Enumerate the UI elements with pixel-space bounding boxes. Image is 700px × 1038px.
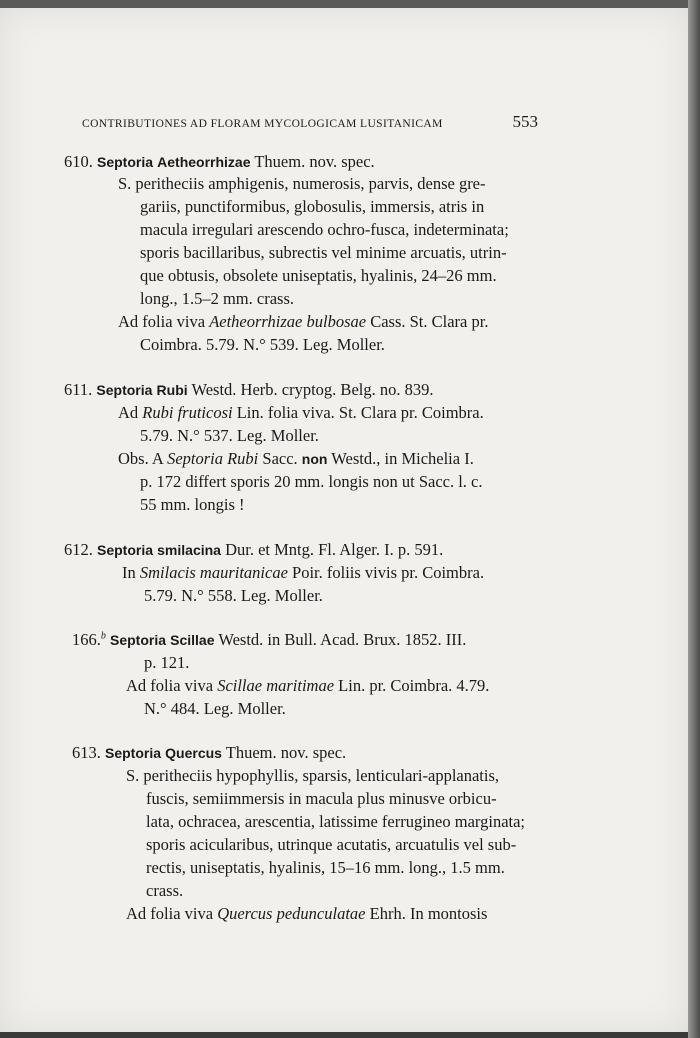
entry-heading [72, 743, 346, 763]
authority: Dur. et Mntg. Fl. Alger. I. p. 591. [225, 540, 444, 559]
entry-heading [64, 540, 443, 560]
habitat-line [118, 312, 488, 332]
habitat-line [126, 676, 489, 696]
host-name: Quercus pedunculatae [217, 904, 366, 923]
book-page [0, 8, 688, 1032]
habitat-text: Ehrh. In montosis [369, 904, 488, 923]
habitat-text: In [122, 563, 136, 582]
habitat-text: Lin. folia viva. St. Clara pr. Coimbra. [236, 403, 484, 422]
habitat-line: N.° 484. Leg. Moller. [144, 699, 286, 718]
description-line: que obtusis, obsolete uniseptatis, hyalinis, 24–26 mm. [140, 266, 497, 285]
running-title: CONTRIBUTIONES AD FLORAM MYCOLOGICAM LUSITANICAM [82, 118, 443, 130]
habitat-line [122, 563, 484, 583]
authority: Westd. in Bull. Acad. Brux. 1852. III. [218, 630, 467, 649]
description-line: sporis bacillaribus, subrectis vel minime arcuatis, utrin- [140, 243, 507, 262]
observation-line [118, 449, 474, 469]
book-spine-edge [688, 0, 700, 1038]
habitat-line: 5.79. N.° 537. Leg. Moller. [140, 426, 319, 445]
habitat-text: Ad folia viva [126, 904, 214, 923]
obs-text: Obs. A [118, 449, 163, 468]
taxon-name: Septoria Rubi [167, 449, 259, 468]
host-name: Smilacis mauritanicae [139, 563, 288, 582]
entry-number: 611. [64, 380, 93, 399]
genus-name: Septoria [105, 745, 162, 761]
description-line: S. peritheciis amphigenis, numerosis, parvis, dense gre- [118, 174, 486, 193]
description-line: sporis acicularibus, utrinque acutatis, arcuatulis vel sub- [146, 835, 517, 854]
entry-heading [64, 152, 375, 172]
description-line: gariis, punctiformibus, globosulis, immersis, atris in [140, 197, 485, 216]
species-name: Quercus [165, 745, 222, 761]
genus-name: Septoria [97, 542, 154, 558]
entry-number: 166. [72, 630, 101, 649]
species-name: Aetheorrhizae [157, 154, 251, 170]
species-name: Rubi [156, 382, 188, 398]
habitat-text: Ad [118, 403, 139, 422]
entry-number: 612. [64, 540, 93, 559]
page-number: 553 [512, 112, 538, 131]
habitat-text: Lin. pr. Coimbra. 4.79. [338, 676, 490, 695]
obs-emphasis: non [301, 451, 328, 467]
host-name: Aetheorrhizae bulbosae [209, 312, 367, 331]
obs-text: Westd., in Michelia I. [331, 449, 474, 468]
obs-text: Sacc. [262, 449, 298, 468]
authority: Thuem. nov. spec. [254, 152, 375, 171]
habitat-line [118, 403, 484, 423]
authority: Thuem. nov. spec. [225, 743, 347, 762]
host-name: Rubi fruticosi [142, 403, 233, 422]
description-line: lata, ochracea, arescentia, latissime ferrugineo marginata; [146, 812, 526, 831]
description-line: rectis, uniseptatis, hyalinis, 15–16 mm. long., 1.5 mm. [146, 858, 505, 877]
entry-number-superscript: b [100, 630, 106, 642]
habitat-text: Poir. foliis vivis pr. Coimbra. [292, 563, 485, 582]
page-header [82, 112, 538, 132]
genus-name: Septoria [110, 632, 167, 648]
entry-number: 610. [64, 152, 93, 171]
scan-top-band [0, 0, 700, 8]
genus-name: Septoria [96, 382, 153, 398]
authority: Westd. Herb. cryptog. Belg. no. 839. [191, 380, 434, 399]
habitat-text: Ad folia viva [118, 312, 206, 331]
genus-name: Septoria [97, 154, 154, 170]
observation-line: p. 172 differt sporis 20 mm. longis non ut Sacc. l. c. [140, 472, 483, 491]
species-name: Scillae [170, 632, 215, 648]
entry-heading [64, 380, 433, 400]
description-line: crass. [146, 881, 184, 900]
habitat-line: 5.79. N.° 558. Leg. Moller. [144, 586, 323, 605]
species-name: smilacina [157, 542, 221, 558]
observation-line: 55 mm. longis ! [140, 495, 245, 514]
habitat-text: Cass. St. Clara pr. [370, 312, 489, 331]
description-line: S. peritheciis hypophyllis, sparsis, lenticulari-applanatis, [126, 766, 500, 785]
host-name: Scillae maritimae [217, 676, 335, 695]
entry-number: 613. [72, 743, 101, 762]
description-line: macula irregulari arescendo ochro-fusca, indeterminata; [140, 220, 509, 239]
description-line: fuscis, semiimmersis in macula plus minusve orbicu- [146, 789, 497, 808]
authority-line: p. 121. [144, 653, 190, 672]
habitat-line [126, 904, 487, 924]
habitat-text: Ad folia viva [126, 676, 214, 695]
entry-heading [72, 630, 466, 650]
habitat-line: Coimbra. 5.79. N.° 539. Leg. Moller. [140, 335, 385, 354]
description-line: long., 1.5–2 mm. crass. [140, 289, 294, 308]
